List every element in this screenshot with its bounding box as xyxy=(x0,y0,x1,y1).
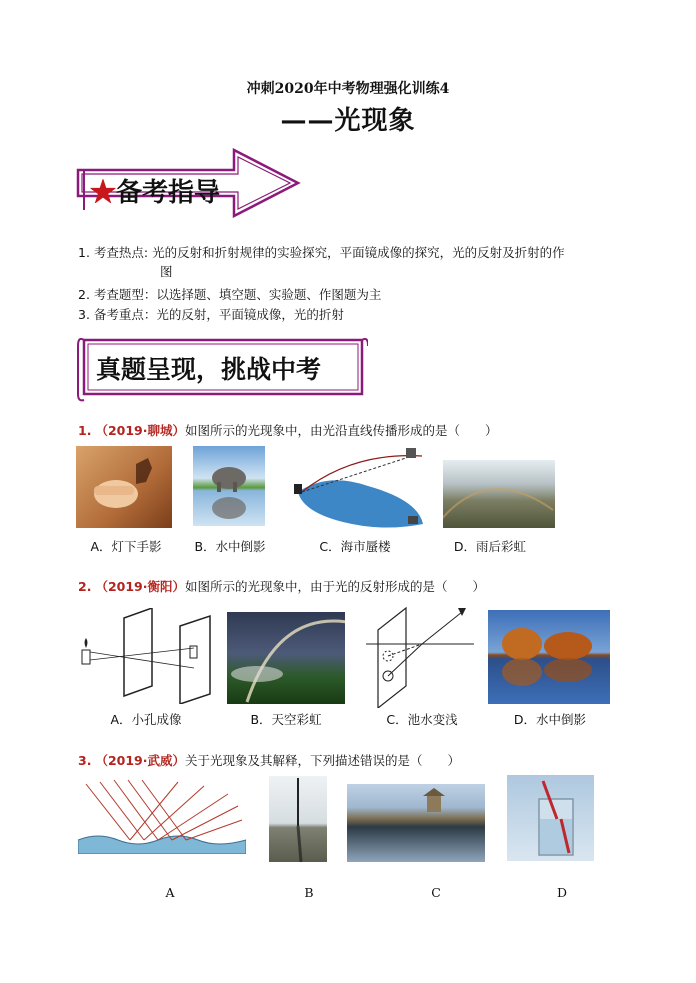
document-title: 冲刺2020年中考物理强化训练4 xyxy=(246,81,450,97)
question-2: 2. （2019·衡阳）如图所示的光现象中，由于光的反射形成的是（ ） xyxy=(78,579,485,594)
option-1D: D．雨后彩虹 xyxy=(453,539,527,554)
guide-item-1-continuation: 图 xyxy=(160,264,173,279)
option-1B: B．水中倒影 xyxy=(194,539,266,554)
rainbow-image xyxy=(443,460,555,528)
option-3D: D xyxy=(556,885,568,900)
option-2D: D．水中倒影 xyxy=(513,712,587,727)
guide-item-1: 1. 考查热点: 光的反射和折射规律的实验探究，平面镜成像的探究，光的反射及折射的作 xyxy=(78,245,565,260)
pool-depth-diagram xyxy=(366,604,476,708)
question-3: 3. （2019·武威）关于光现象及其解释，下列描述错误的是（ ） xyxy=(78,753,460,768)
star-icon: ★ xyxy=(90,178,117,208)
guide-banner xyxy=(76,148,301,218)
question-1: 1. （2019·聊城）如图所示的光现象中，由光沿直线传播形成的是（ ） xyxy=(78,423,498,438)
option-3C: C xyxy=(431,885,441,900)
pinhole-diagram xyxy=(72,608,217,704)
guide-item-3: 3. 备考重点：光的反射，平面镜成像，光的折射 xyxy=(78,307,344,322)
exam-banner-label: 真题呈现，挑战中考 xyxy=(96,355,322,384)
beaker-straw-image xyxy=(507,775,594,861)
exam-banner xyxy=(76,334,368,402)
guide-item-2: 2. 考查题型：以选择题、填空题、实验题、作图题为主 xyxy=(78,287,382,302)
option-2A: A．小孔成像 xyxy=(110,712,182,727)
option-1C: C．海市蜃楼 xyxy=(319,539,391,554)
sky-rainbow-image xyxy=(227,612,345,704)
option-1A: A．灯下手影 xyxy=(90,539,162,554)
elephant-reflection-image xyxy=(193,446,265,526)
document-subtitle: ——光现象 xyxy=(280,106,416,136)
diffuse-reflection-diagram xyxy=(78,776,246,854)
shadow-pole-image xyxy=(269,776,327,862)
option-2C: C．池水变浅 xyxy=(386,712,458,727)
mirage-diagram xyxy=(290,444,430,530)
water-reflection-image xyxy=(488,610,610,704)
guide-banner-label: 备考指导 xyxy=(116,178,221,208)
option-3B: B xyxy=(304,885,314,900)
lake-reflection-image xyxy=(347,784,485,862)
hand-shadow-image xyxy=(76,446,172,528)
option-2B: B．天空彩虹 xyxy=(250,712,322,727)
option-3A: A xyxy=(165,885,175,900)
